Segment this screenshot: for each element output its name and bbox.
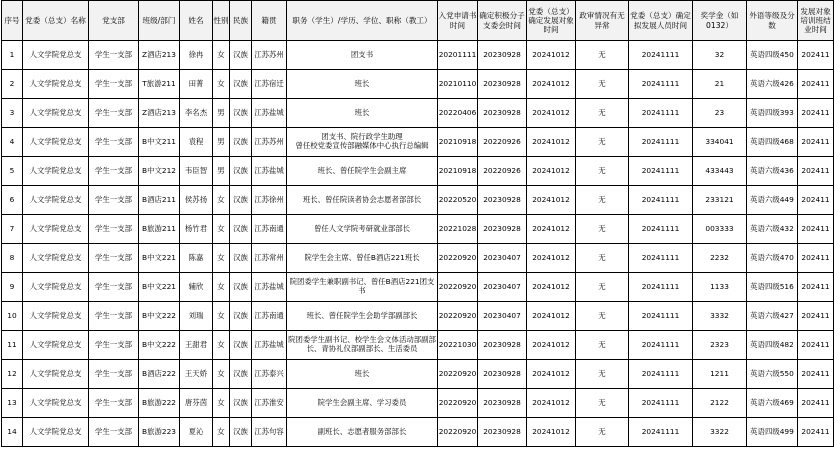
table-cell: 班长、曾任院读者协会志愿者部部长 — [287, 186, 438, 215]
table-cell: 汉族 — [230, 99, 252, 128]
table-cell: 20241012 — [527, 128, 576, 157]
column-header: 党委（总支）确定发展对象时间 — [527, 1, 576, 41]
table-cell: 无 — [576, 99, 629, 128]
table-cell: 20241111 — [629, 331, 693, 360]
table-cell: 20220920 — [438, 360, 478, 389]
table-cell: 5 — [2, 157, 23, 186]
table-cell: 英语四级450 — [747, 41, 798, 70]
table-cell: 班长、曾任院学生会副主席 — [287, 157, 438, 186]
table-cell: 20241012 — [527, 360, 576, 389]
table-cell: 3322 — [693, 418, 747, 447]
table-cell: 女 — [213, 273, 230, 302]
table-cell: 20230928 — [478, 331, 527, 360]
table-cell: 202411 — [798, 99, 834, 128]
table-cell: 英语六级427 — [747, 302, 798, 331]
table-cell: 2232 — [693, 244, 747, 273]
table-cell: 英语四级482 — [747, 331, 798, 360]
table-cell: 男 — [213, 99, 230, 128]
table-cell: 20220920 — [438, 273, 478, 302]
table-cell: 王甜君 — [180, 331, 213, 360]
table-cell: 班长 — [287, 70, 438, 99]
table-cell: 233121 — [693, 186, 747, 215]
table-cell: 人文学院党总支 — [23, 273, 89, 302]
table-cell: 202411 — [798, 418, 834, 447]
table-cell: 14 — [2, 418, 23, 447]
table-cell: 20230928 — [478, 389, 527, 418]
table-cell: 20241111 — [629, 186, 693, 215]
table-cell: 23 — [693, 99, 747, 128]
table-cell: 曾任人文学院考研就业部部长 — [287, 215, 438, 244]
table-cell: 32 — [693, 41, 747, 70]
column-header: 党支部 — [89, 1, 139, 41]
table-cell: 英语四级393 — [747, 99, 798, 128]
table-cell: 女 — [213, 389, 230, 418]
table-cell: 汉族 — [230, 41, 252, 70]
table-row — [2, 331, 834, 360]
table-row — [2, 70, 834, 99]
table-cell: 学生一支部 — [89, 418, 139, 447]
table-cell: 英语六级470 — [747, 244, 798, 273]
table-cell: 汉族 — [230, 157, 252, 186]
table-cell: 汉族 — [230, 302, 252, 331]
table-cell: B中文212 — [139, 157, 180, 186]
table-cell: 202411 — [798, 331, 834, 360]
table-cell: B酒店211 — [139, 186, 180, 215]
table-cell: 8 — [2, 244, 23, 273]
column-header: 姓名 — [180, 1, 213, 41]
column-header: 发展对象培训班结业时间 — [798, 1, 834, 41]
table-cell: 433443 — [693, 157, 747, 186]
table-cell: 20241012 — [527, 186, 576, 215]
table-cell: 英语六级550 — [747, 360, 798, 389]
table-cell: 江苏泰兴 — [252, 360, 287, 389]
column-header: 党委（总支）确定拟发展人员时间 — [629, 1, 693, 41]
table-cell: 女 — [213, 186, 230, 215]
table-cell: 20241012 — [527, 418, 576, 447]
column-header: 籍贯 — [252, 1, 287, 41]
table-cell: 田菁 — [180, 70, 213, 99]
table-cell: 女 — [213, 70, 230, 99]
table-cell: 20221028 — [438, 215, 478, 244]
table-cell: 无 — [576, 41, 629, 70]
table-cell: 12 — [2, 360, 23, 389]
table-cell: 男 — [213, 157, 230, 186]
column-header: 序号 — [2, 1, 23, 41]
table-cell: 副班长、志愿者服务部部长 — [287, 418, 438, 447]
table-cell: 院学生会主席、曾任B酒店221班长 — [287, 244, 438, 273]
table-cell: 汉族 — [230, 128, 252, 157]
column-header: 外语等级及分数 — [747, 1, 798, 41]
table-cell: 20241012 — [527, 331, 576, 360]
table-cell: 20241111 — [629, 70, 693, 99]
table-cell: 20241111 — [629, 360, 693, 389]
table-cell: 学生一支部 — [89, 215, 139, 244]
table-cell: 学生一支部 — [89, 41, 139, 70]
table-cell: 王天娇 — [180, 360, 213, 389]
table-cell: 李名杰 — [180, 99, 213, 128]
table-cell: 人文学院党总支 — [23, 331, 89, 360]
table-cell: 20220920 — [438, 244, 478, 273]
table-cell: 20220920 — [438, 389, 478, 418]
table-cell: 江苏盐城 — [252, 273, 287, 302]
column-header: 职务（学生）/学历、学位、职称（教工） — [287, 1, 438, 41]
table-cell: 汉族 — [230, 331, 252, 360]
table-cell: 江苏宿迁 — [252, 70, 287, 99]
table-cell: 21 — [693, 70, 747, 99]
table-cell: 20241111 — [629, 418, 693, 447]
table-cell: 20241111 — [629, 244, 693, 273]
table-cell: 20241012 — [527, 41, 576, 70]
table-cell: 20230928 — [478, 360, 527, 389]
table-cell: 袁程 — [180, 128, 213, 157]
table-cell: 20241012 — [527, 70, 576, 99]
table-cell: 院学生会副主席、学习委员 — [287, 389, 438, 418]
table-cell: 女 — [213, 360, 230, 389]
table-cell: 英语六级426 — [747, 70, 798, 99]
table-cell: 女 — [213, 331, 230, 360]
table-row — [2, 360, 834, 389]
table-cell: 人文学院党总支 — [23, 157, 89, 186]
column-header: 党委（总支）名称 — [23, 1, 89, 41]
column-header: 确定积极分子支委会时间 — [478, 1, 527, 41]
table-cell: 20241012 — [527, 244, 576, 273]
table-cell: 夏沁 — [180, 418, 213, 447]
table-cell: 3332 — [693, 302, 747, 331]
table-cell: 20241111 — [629, 215, 693, 244]
table-cell: 202411 — [798, 360, 834, 389]
table-cell: 学生一支部 — [89, 244, 139, 273]
table-cell: 20220406 — [438, 99, 478, 128]
table-cell: 202411 — [798, 273, 834, 302]
table-cell: 英语四级499 — [747, 418, 798, 447]
table-cell: 无 — [576, 389, 629, 418]
table-cell: 202411 — [798, 157, 834, 186]
table-cell: 334041 — [693, 128, 747, 157]
table-cell: Z酒店213 — [139, 99, 180, 128]
table-cell: 无 — [576, 418, 629, 447]
table-cell: 20210918 — [438, 157, 478, 186]
table-cell: 20210110 — [438, 70, 478, 99]
table-cell: 4 — [2, 128, 23, 157]
table-cell: 男 — [213, 128, 230, 157]
table-cell: 无 — [576, 157, 629, 186]
table-cell: 院团委学生兼职副书记、曾任B酒店221团支书 — [287, 273, 438, 302]
table-cell: 人文学院党总支 — [23, 41, 89, 70]
table-cell: 20230928 — [478, 186, 527, 215]
table-cell: T旅游211 — [139, 70, 180, 99]
table-row — [2, 99, 834, 128]
table-cell: 汉族 — [230, 360, 252, 389]
table-cell: 英语六级469 — [747, 389, 798, 418]
table-cell: 20230407 — [478, 244, 527, 273]
table-cell: 无 — [576, 244, 629, 273]
table-cell: 1133 — [693, 273, 747, 302]
table-cell: 女 — [213, 302, 230, 331]
table-cell: 无 — [576, 128, 629, 157]
table-cell: 20230407 — [478, 302, 527, 331]
table-cell: B旅游222 — [139, 389, 180, 418]
table-cell: 江苏南通 — [252, 215, 287, 244]
table-cell: 202411 — [798, 128, 834, 157]
table-cell: 20241111 — [629, 157, 693, 186]
table-cell: 202411 — [798, 70, 834, 99]
column-header: 班级/部门 — [139, 1, 180, 41]
table-cell: 江苏徐州 — [252, 186, 287, 215]
table-cell: 学生一支部 — [89, 302, 139, 331]
table-cell: 202411 — [798, 389, 834, 418]
table-cell: 202411 — [798, 302, 834, 331]
table-cell: 1 — [2, 41, 23, 70]
table-cell: 无 — [576, 215, 629, 244]
table-cell: 辅欣 — [180, 273, 213, 302]
table-cell: 20241111 — [629, 273, 693, 302]
column-header: 奖学金（如0132） — [693, 1, 747, 41]
table-cell: B旅游223 — [139, 418, 180, 447]
column-header: 政审情况有无异常 — [576, 1, 629, 41]
table-cell: 20220926 — [478, 157, 527, 186]
table-cell: 20230928 — [478, 215, 527, 244]
table-cell: 无 — [576, 360, 629, 389]
table-cell: 10 — [2, 302, 23, 331]
table-cell: B中文222 — [139, 302, 180, 331]
table-cell: 陈嘉 — [180, 244, 213, 273]
table-cell: 20241111 — [629, 302, 693, 331]
table-cell: 11 — [2, 331, 23, 360]
development-table — [1, 0, 834, 447]
table-cell: 英语四级516 — [747, 273, 798, 302]
table-cell: 班长、曾任院学生会助学部副部长 — [287, 302, 438, 331]
table-cell: 江苏淮安 — [252, 389, 287, 418]
table-cell: 2 — [2, 70, 23, 99]
column-header: 性别 — [213, 1, 230, 41]
table-cell: 江苏南通 — [252, 302, 287, 331]
table-cell: 女 — [213, 244, 230, 273]
table-cell: 20241111 — [629, 128, 693, 157]
table-cell: 无 — [576, 186, 629, 215]
table-cell: 韦臣智 — [180, 157, 213, 186]
table-cell: 20210918 — [438, 128, 478, 157]
table-cell: 院团委学生副书记、校学生会文体活动部副部长、青协礼仪部副部长、生活委员 — [287, 331, 438, 360]
table-cell: 20230928 — [478, 70, 527, 99]
table-cell: 江苏苏州 — [252, 128, 287, 157]
table-cell: 13 — [2, 389, 23, 418]
table-cell: 202411 — [798, 186, 834, 215]
table-cell: 20201111 — [438, 41, 478, 70]
table-cell: 人文学院党总支 — [23, 70, 89, 99]
table-cell: 人文学院党总支 — [23, 215, 89, 244]
table-cell: 江苏常州 — [252, 244, 287, 273]
table-row — [2, 186, 834, 215]
table-cell: 英语六级432 — [747, 215, 798, 244]
table-cell: 无 — [576, 70, 629, 99]
table-cell: 团支书 — [287, 41, 438, 70]
table-cell: 7 — [2, 215, 23, 244]
table-cell: 学生一支部 — [89, 99, 139, 128]
table-row — [2, 273, 834, 302]
table-cell: 学生一支部 — [89, 273, 139, 302]
table-cell: 20241012 — [527, 157, 576, 186]
table-cell: 刘瑞 — [180, 302, 213, 331]
table-cell: 20230928 — [478, 99, 527, 128]
table-cell: 6 — [2, 186, 23, 215]
table-cell: 20221030 — [438, 331, 478, 360]
header-row — [2, 1, 834, 41]
column-header: 入党申请书时间 — [438, 1, 478, 41]
table-cell: B中文221 — [139, 273, 180, 302]
table-cell: 人文学院党总支 — [23, 244, 89, 273]
table-cell: 人文学院党总支 — [23, 99, 89, 128]
table-cell: 人文学院党总支 — [23, 360, 89, 389]
table-cell: 学生一支部 — [89, 128, 139, 157]
table-cell: 无 — [576, 331, 629, 360]
table-cell: 20241111 — [629, 41, 693, 70]
table-cell: 汉族 — [230, 389, 252, 418]
table-cell: 无 — [576, 273, 629, 302]
table-cell: 20241012 — [527, 99, 576, 128]
table-cell: 人文学院党总支 — [23, 186, 89, 215]
table-cell: B中文222 — [139, 331, 180, 360]
table-row — [2, 41, 834, 70]
table-cell: 女 — [213, 215, 230, 244]
table-cell: 班长 — [287, 360, 438, 389]
table-row — [2, 157, 834, 186]
table-cell: 学生一支部 — [89, 186, 139, 215]
table-cell: 学生一支部 — [89, 389, 139, 418]
table-cell: 学生一支部 — [89, 331, 139, 360]
table-cell: Z酒店213 — [139, 41, 180, 70]
table-row — [2, 418, 834, 447]
table-cell: 1211 — [693, 360, 747, 389]
table-cell: 江苏苏州 — [252, 41, 287, 70]
table-cell: B中文211 — [139, 128, 180, 157]
table-cell: 2122 — [693, 389, 747, 418]
table-cell: 江苏盐城 — [252, 331, 287, 360]
table-cell: 汉族 — [230, 273, 252, 302]
table-row — [2, 128, 834, 157]
table-cell: 9 — [2, 273, 23, 302]
table-cell: 江苏盐城 — [252, 157, 287, 186]
table-cell: 20220920 — [438, 302, 478, 331]
table-cell: 人文学院党总支 — [23, 418, 89, 447]
table-cell: 汉族 — [230, 70, 252, 99]
table-cell: 江苏句容 — [252, 418, 287, 447]
table-cell: 女 — [213, 418, 230, 447]
table-cell: 20230407 — [478, 273, 527, 302]
table-cell: 学生一支部 — [89, 70, 139, 99]
table-cell: 20241012 — [527, 302, 576, 331]
table-cell: B中文221 — [139, 244, 180, 273]
table-cell: 20241012 — [527, 273, 576, 302]
table-cell: 人文学院党总支 — [23, 302, 89, 331]
table-cell: 无 — [576, 302, 629, 331]
table-cell: 人文学院党总支 — [23, 389, 89, 418]
table-cell: 江苏盐城 — [252, 99, 287, 128]
table-cell: 2323 — [693, 331, 747, 360]
table-cell: 英语六级436 — [747, 157, 798, 186]
table-body — [2, 41, 834, 447]
table-cell: 汉族 — [230, 418, 252, 447]
table-cell: 202411 — [798, 244, 834, 273]
table-cell: 汉族 — [230, 244, 252, 273]
table-cell: 英语四级468 — [747, 128, 798, 157]
table-cell: 20230928 — [478, 418, 527, 447]
table-cell: 20241111 — [629, 99, 693, 128]
column-header: 民族 — [230, 1, 252, 41]
table-cell: B旅游211 — [139, 215, 180, 244]
table-cell: 3 — [2, 99, 23, 128]
table-cell: 20220520 — [438, 186, 478, 215]
table-cell: 003333 — [693, 215, 747, 244]
table-row — [2, 215, 834, 244]
table-cell: 20241012 — [527, 215, 576, 244]
table-cell: 唐芬茵 — [180, 389, 213, 418]
table-cell: 汉族 — [230, 215, 252, 244]
table-cell: 团支书、院行政学生助理 曾任校党委宣传部融媒体中心执行总编辑 — [287, 128, 438, 157]
table-cell: 徐冉 — [180, 41, 213, 70]
table-cell: 英语六级449 — [747, 186, 798, 215]
table-cell: 杨竹君 — [180, 215, 213, 244]
table-cell: 女 — [213, 41, 230, 70]
table-cell: 20220926 — [478, 128, 527, 157]
table-row — [2, 302, 834, 331]
table-cell: 20241111 — [629, 389, 693, 418]
table-cell: 人文学院党总支 — [23, 128, 89, 157]
table-cell: 202411 — [798, 215, 834, 244]
table-cell: 班长 — [287, 99, 438, 128]
table-cell: B酒店222 — [139, 360, 180, 389]
table-cell: 20241012 — [527, 389, 576, 418]
table-cell: 202411 — [798, 41, 834, 70]
table-cell: 侯苏扬 — [180, 186, 213, 215]
table-row — [2, 244, 834, 273]
table-cell: 学生一支部 — [89, 360, 139, 389]
table-cell: 学生一支部 — [89, 157, 139, 186]
table-cell: 汉族 — [230, 186, 252, 215]
table-cell: 20220920 — [438, 418, 478, 447]
table-cell: 20230928 — [478, 41, 527, 70]
table-row — [2, 389, 834, 418]
